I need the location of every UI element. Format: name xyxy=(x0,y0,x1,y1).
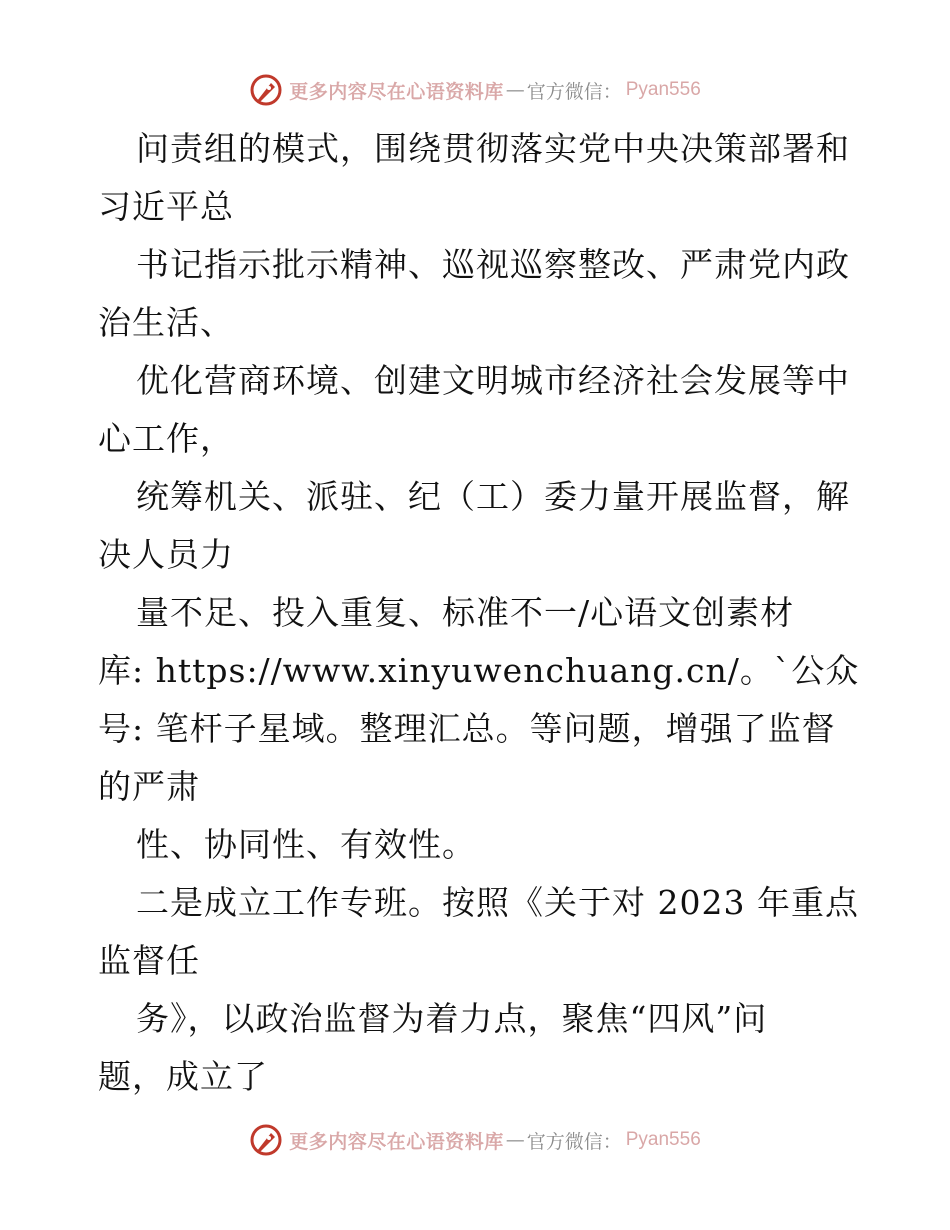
footer-banner-wechat-label: 官方微信： xyxy=(526,1130,622,1153)
body-line-14: 二是成立工作专班。按照《关于对 2023 年重点 xyxy=(136,883,859,922)
footer-banner-wechat-id: Pyan556 xyxy=(625,1129,701,1150)
body-line-17: 题，成立了 xyxy=(98,1057,268,1096)
document-body xyxy=(98,120,858,1106)
body-line-3: 书记指示批示精神、巡视巡察整改、严肃党内政 xyxy=(136,245,850,284)
body-line-2: 习近平总 xyxy=(98,187,234,226)
header-banner xyxy=(0,70,950,110)
body-line-4: 治生活、 xyxy=(98,303,234,342)
body-line-15: 监督任 xyxy=(98,941,200,980)
body-line-5: 优化营商环境、创建文明城市经济社会发展等中 xyxy=(136,361,850,400)
header-banner-wechat-id: Pyan556 xyxy=(625,79,701,100)
pen-nib-logo-icon xyxy=(249,1123,283,1157)
body-line-16: 务》，以政治监督为着力点，聚焦“四风”问 xyxy=(136,999,768,1038)
footer-banner-title: 更多内容尽在心语资料库 xyxy=(289,1130,504,1153)
header-banner-wechat-label: 官方微信： xyxy=(526,80,622,103)
body-line-11: 号: 笔杆子星域。整理汇总。等问题，增强了监督 xyxy=(98,709,836,748)
header-banner-title: 更多内容尽在心语资料库 xyxy=(289,80,504,103)
header-banner-dash: — xyxy=(505,79,525,101)
body-line-1: 问责组的模式，围绕贯彻落实党中央决策部署和 xyxy=(136,129,850,168)
body-line-13: 性、协同性、有效性。 xyxy=(136,825,476,864)
footer-banner xyxy=(0,1120,950,1160)
body-line-6: 心工作， xyxy=(98,419,234,458)
body-line-12: 的严肃 xyxy=(98,767,200,806)
body-line-7: 统筹机关、派驻、纪（工）委力量开展监督，解 xyxy=(136,477,850,516)
footer-banner-dash: — xyxy=(505,1129,525,1151)
body-line-8: 决人员力 xyxy=(98,535,234,574)
body-line-9: 量不足、投入重复、标准不一/心语文创素材 xyxy=(136,593,795,632)
body-line-10: 库: https://www.xinyuwenchuang.cn/。`公众 xyxy=(98,651,860,690)
pen-nib-logo-icon xyxy=(249,73,283,107)
